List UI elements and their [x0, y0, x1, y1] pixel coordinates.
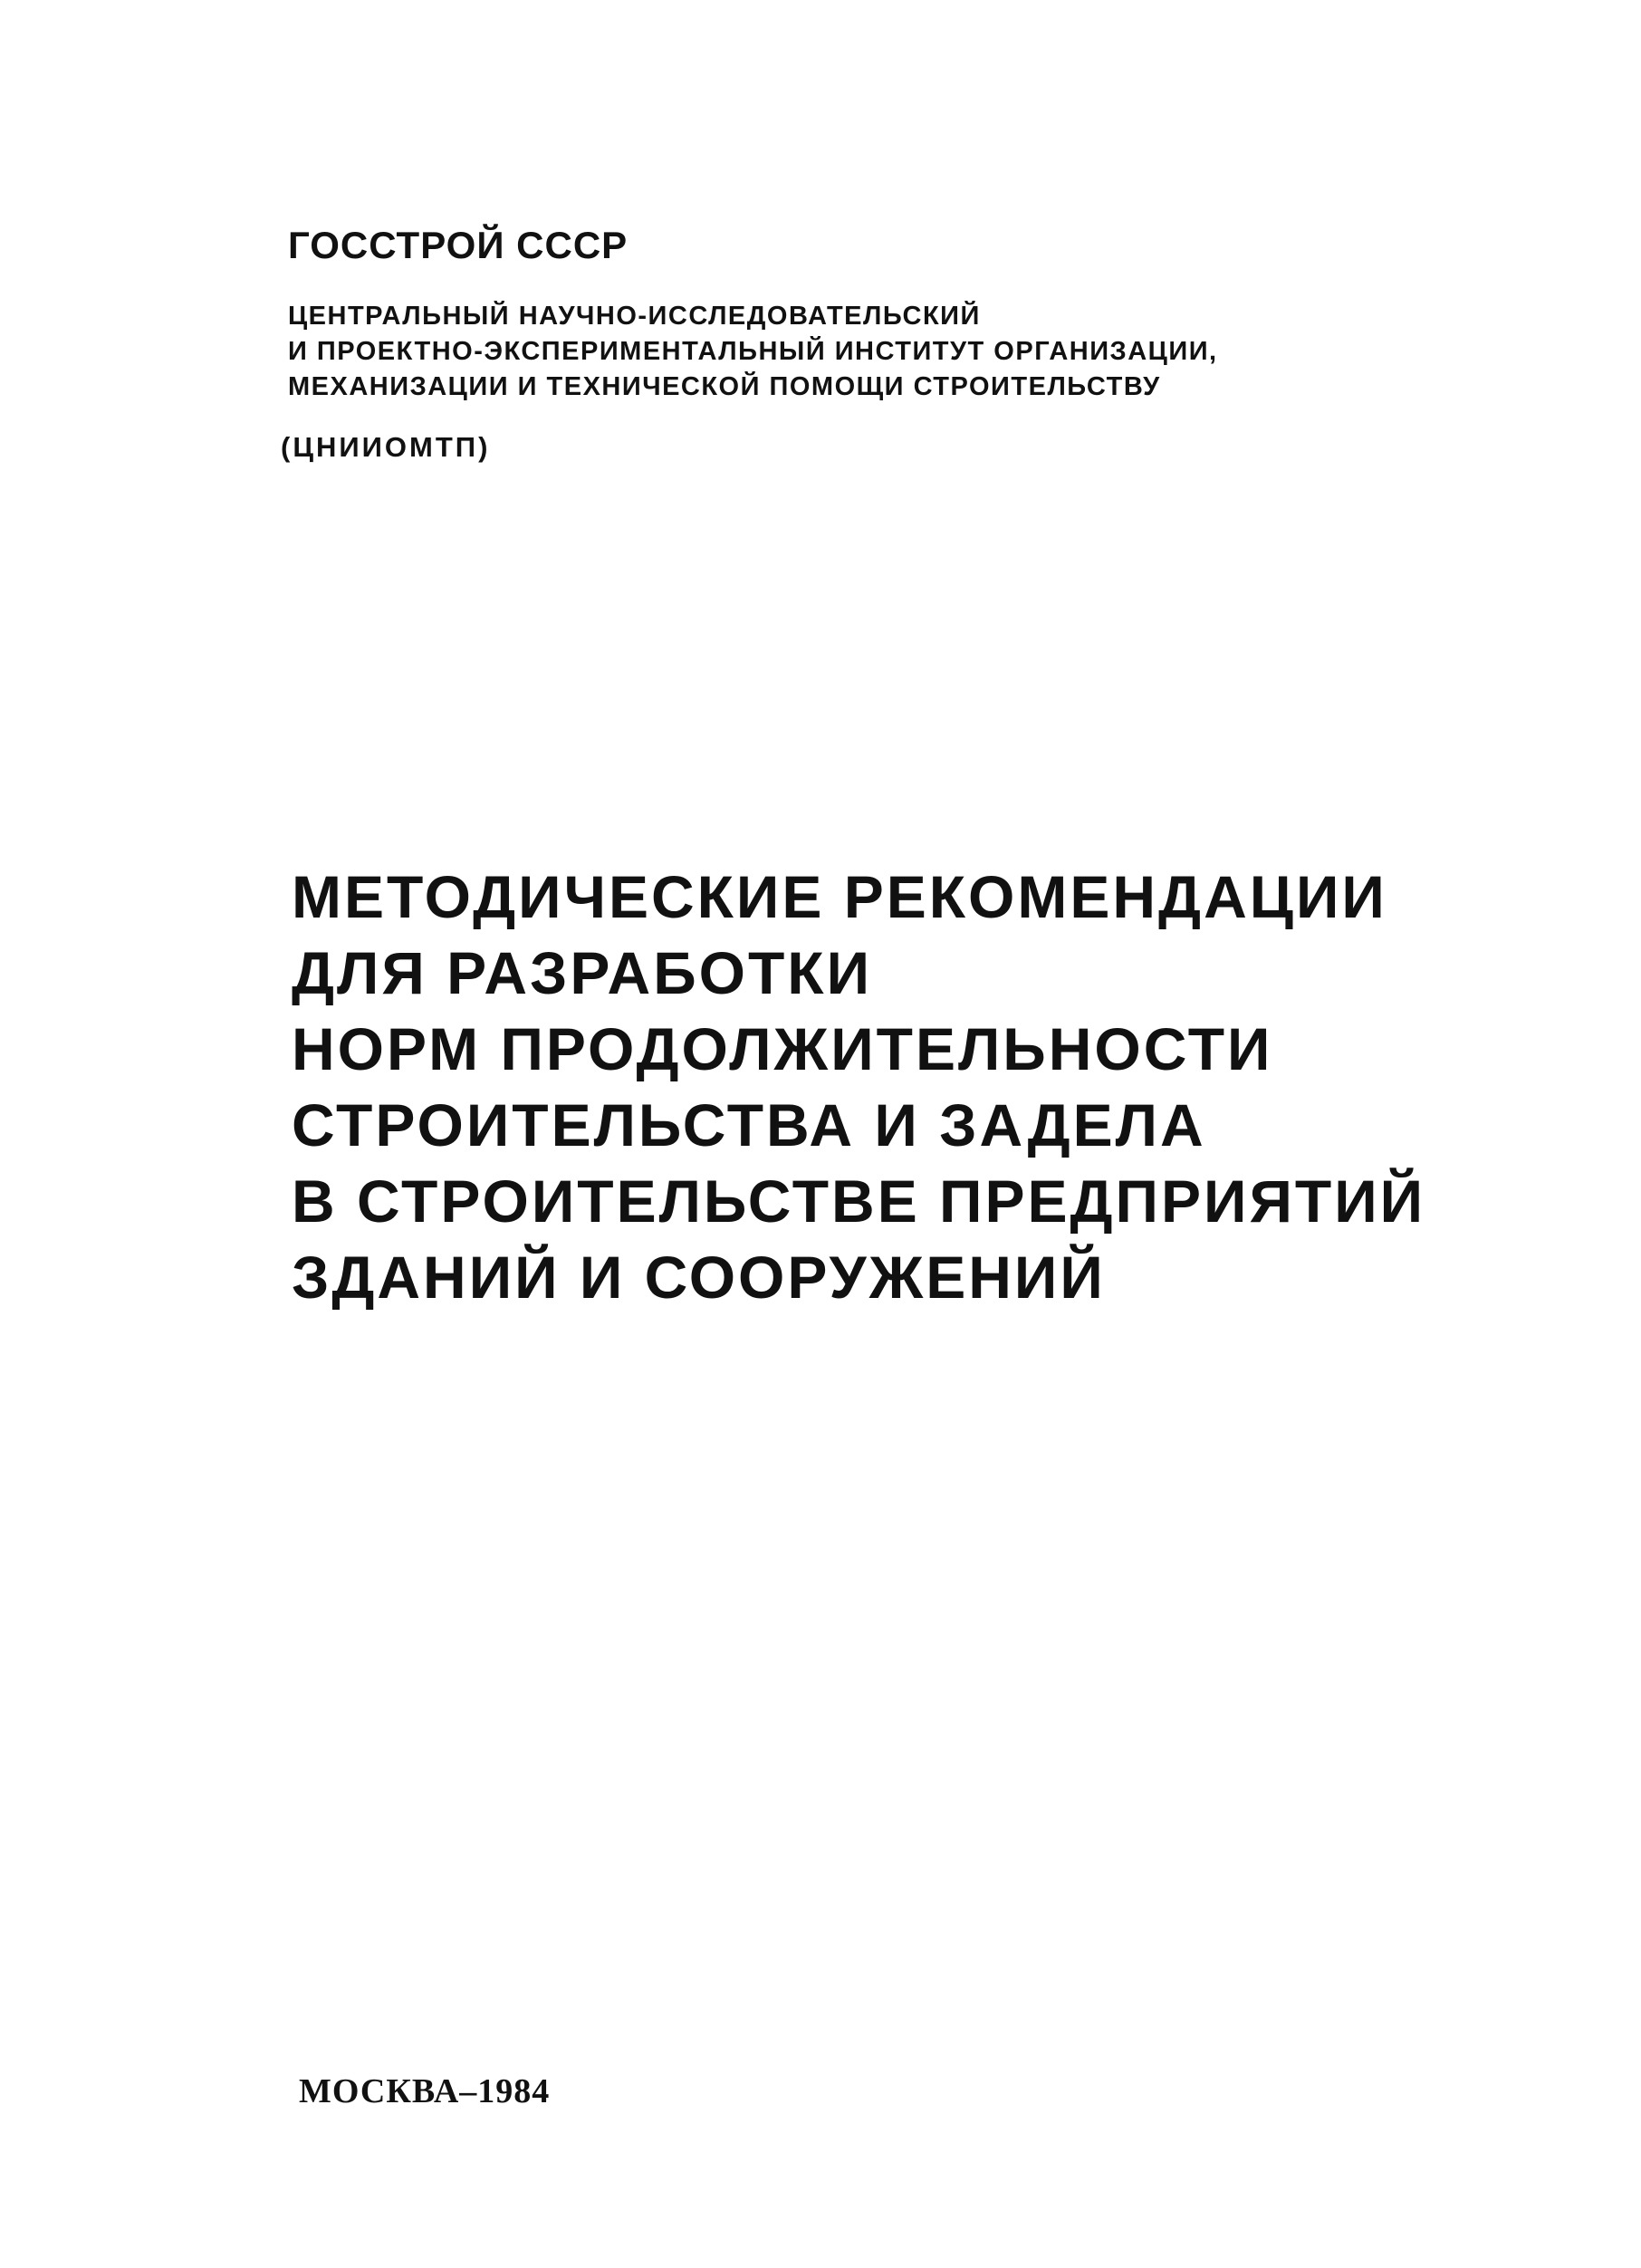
institute-line: ЦЕНТРАЛЬНЫЙ НАУЧНО-ИССЛЕДОВАТЕЛЬСКИЙ: [288, 302, 981, 331]
institute-line: МЕХАНИЗАЦИИ И ТЕХНИЧЕСКОЙ ПОМОЩИ СТРОИТЕЛЬСТВУ: [288, 372, 1161, 401]
institute-abbreviation: (ЦНИИОМТП): [281, 431, 491, 463]
title-line: МЕТОДИЧЕСКИЕ РЕКОМЕНДАЦИИ: [292, 863, 1387, 930]
title-line: СТРОИТЕЛЬСТВА И ЗАДЕЛА: [292, 1091, 1206, 1158]
institute-name: [288, 299, 1218, 405]
title-line: В СТРОИТЕЛЬСТВЕ ПРЕДПРИЯТИЙ: [292, 1168, 1426, 1235]
document-title: [292, 859, 1425, 1315]
title-line: НОРМ ПРОДОЛЖИТЕЛЬНОСТИ: [292, 1015, 1273, 1082]
title-line: ДЛЯ РАЗРАБОТКИ: [292, 939, 873, 1006]
institute-line: И ПРОЕКТНО-ЭКСПЕРИМЕНТАЛЬНЫЙ ИНСТИТУТ ОРГАНИЗАЦИИ,: [288, 337, 1218, 366]
agency-name: ГОССТРОЙ СССР: [288, 224, 629, 266]
title-line: ЗДАНИЙ И СООРУЖЕНИЙ: [292, 1244, 1106, 1311]
publication-place-year: МОСКВА–1984: [299, 2072, 551, 2110]
